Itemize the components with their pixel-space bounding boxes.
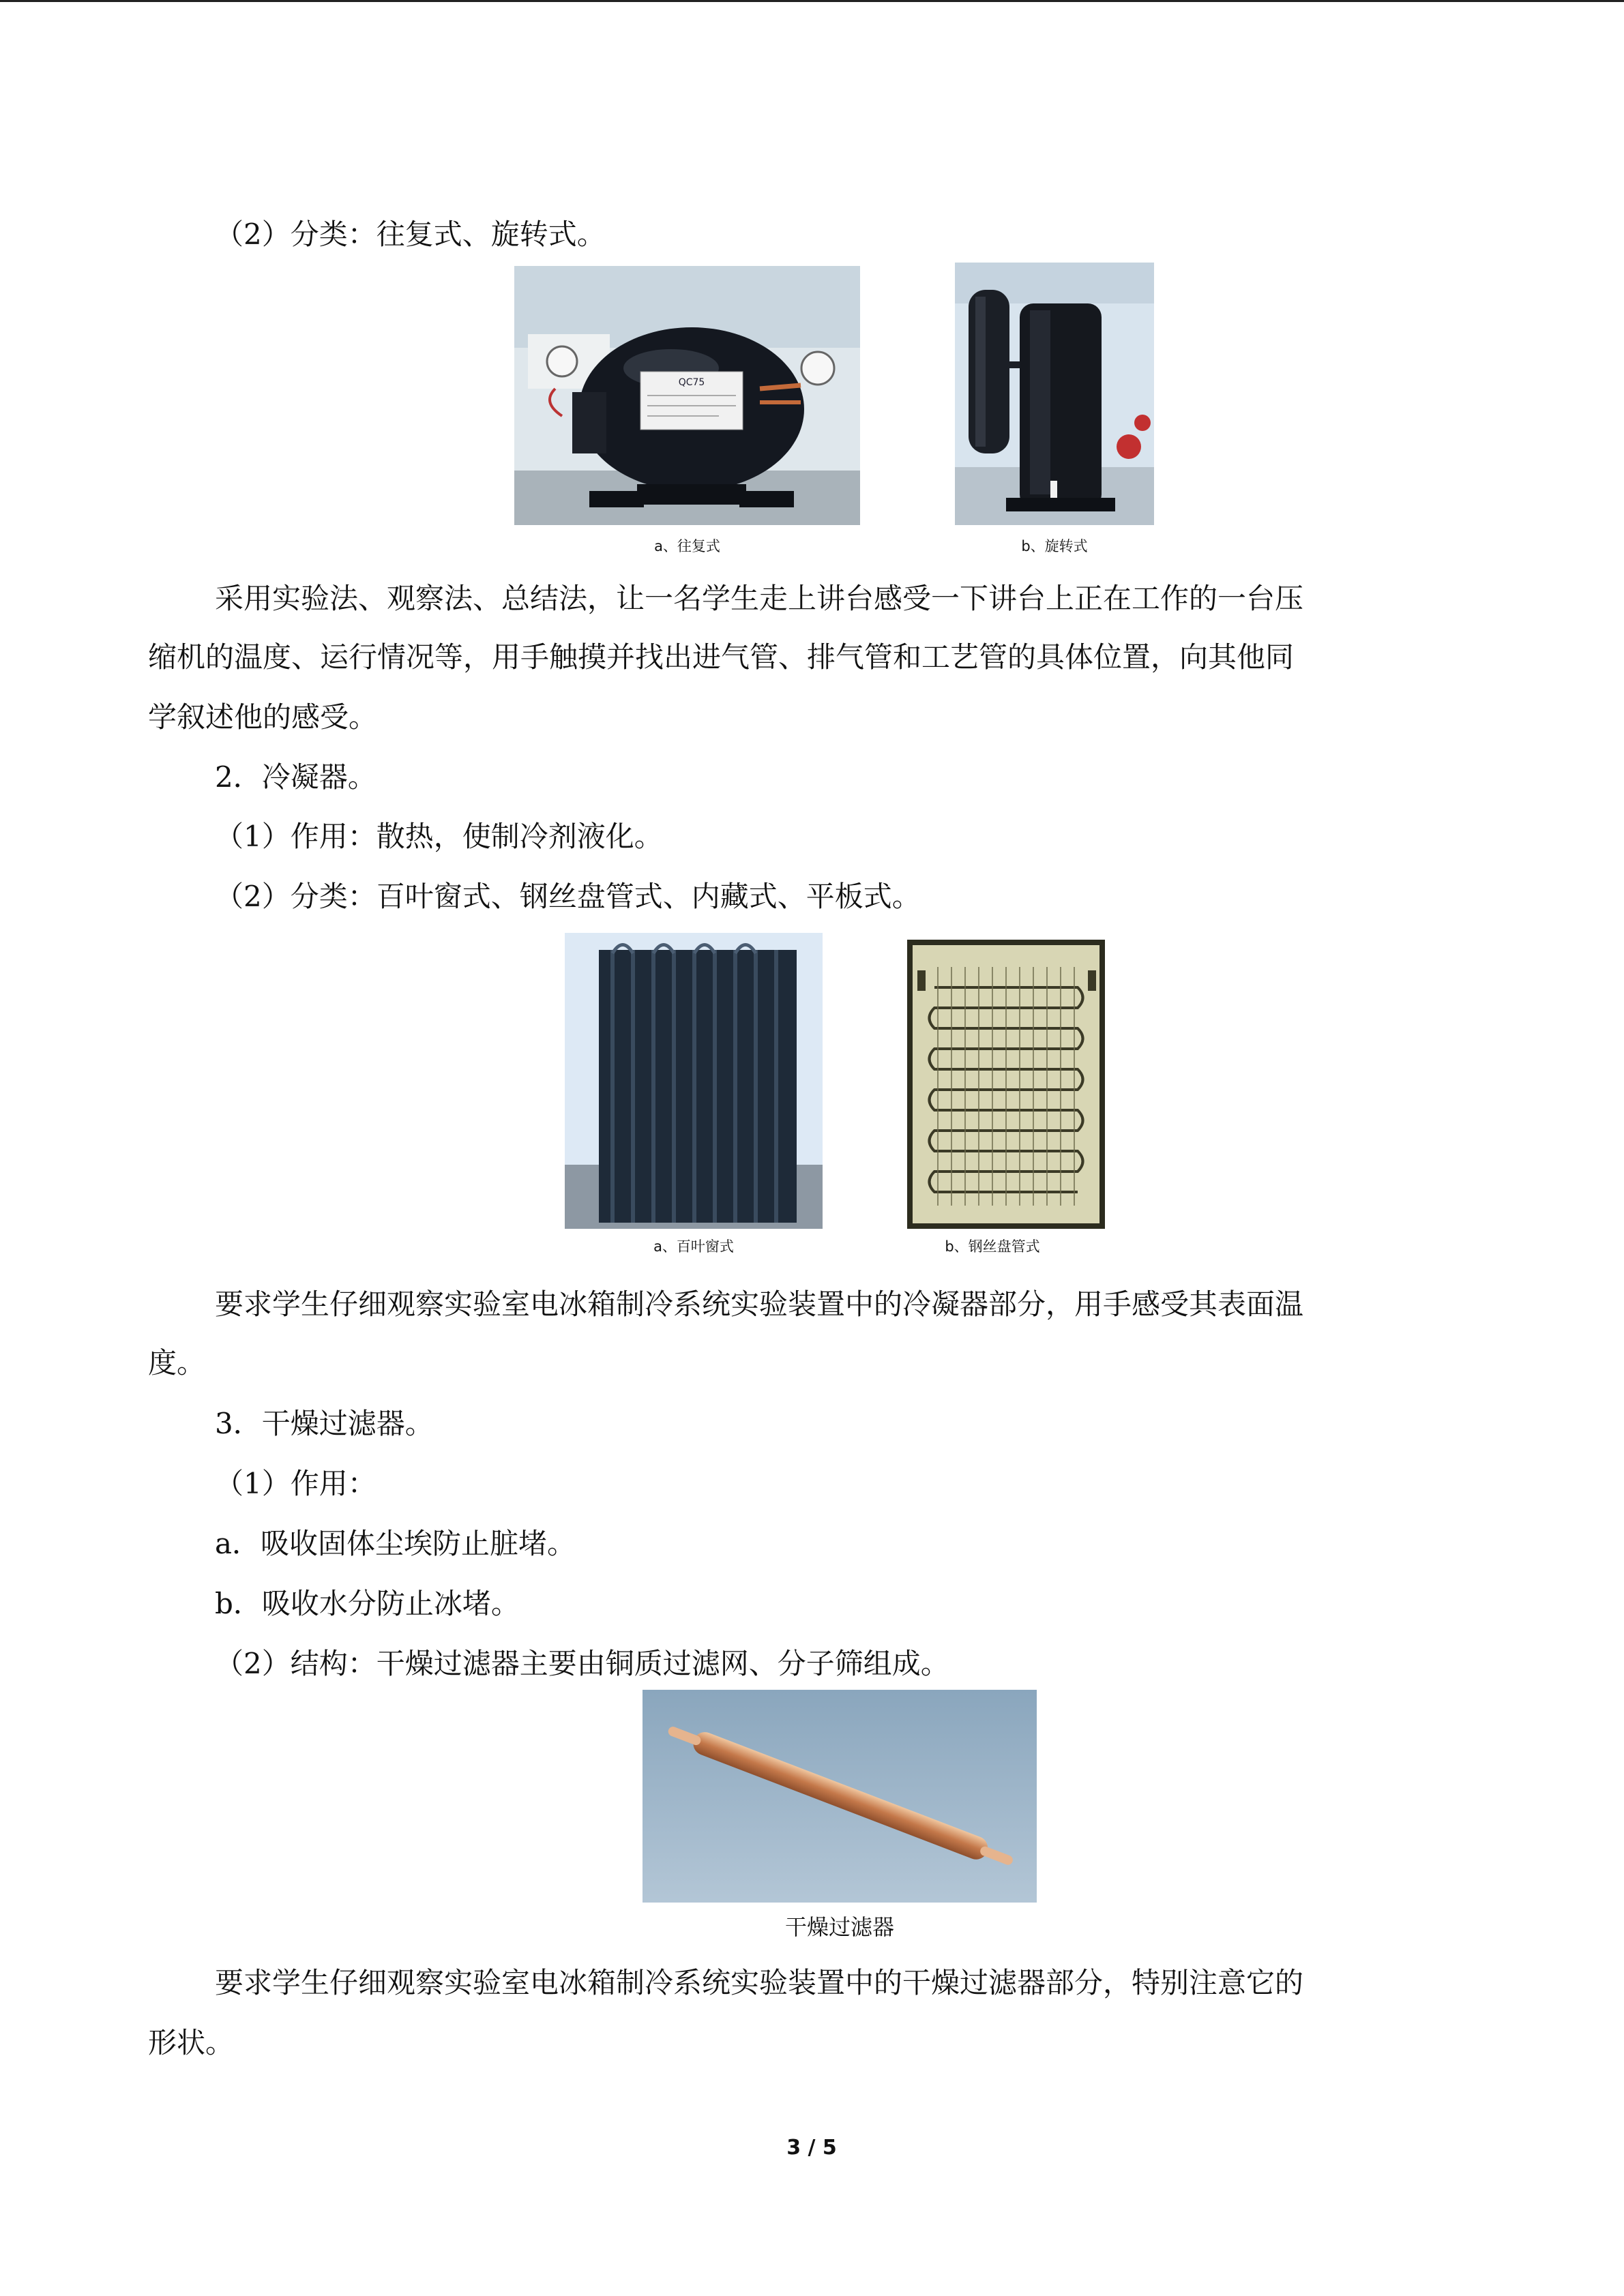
- filter-item-b: b．吸收水分防止冰堵。: [215, 1587, 520, 1620]
- caption-wire-tube: b、钢丝盘管式: [945, 1238, 1040, 1255]
- reciprocating-compressor-photo: [514, 266, 860, 525]
- condenser-classification: （2）分类：百叶窗式、钢丝盘管式、内藏式、平板式。: [215, 880, 921, 913]
- compressor-classification: （2）分类：往复式、旋转式。: [215, 218, 606, 251]
- filter-activity-line-2: 形状。: [148, 2026, 235, 2059]
- filter-function: （1）作用：: [215, 1467, 377, 1500]
- filter-activity-line-1: 要求学生仔细观察实验室电冰箱制冷系统实验装置中的干燥过滤器部分，特别注意它的: [215, 1966, 1304, 1999]
- condenser-function: （1）作用：散热，使制冷剂液化。: [215, 820, 663, 853]
- wire-tube-condenser-photo: [907, 940, 1105, 1229]
- caption-filter-drier: 干燥过滤器: [784, 1914, 894, 1940]
- nameplate-text: QC75: [678, 377, 705, 388]
- condenser-heading: 2．冷凝器。: [215, 760, 377, 794]
- filter-drier-photo: [643, 1690, 1037, 1903]
- rotary-compressor-photo: [955, 263, 1154, 525]
- filter-heading: 3．干燥过滤器。: [215, 1407, 434, 1440]
- caption-rotary: b、旋转式: [1021, 538, 1088, 554]
- caption-reciprocating: a、往复式: [654, 538, 720, 554]
- compressor-activity-line-3: 学叙述他的感受。: [148, 700, 378, 734]
- compressor-activity-line-1: 采用实验法、观察法、总结法，让一名学生走上讲台感受一下讲台上正在工作的一台压: [215, 582, 1304, 615]
- filter-structure: （2）结构：干燥过滤器主要由铜质过滤网、分子筛组成。: [215, 1647, 949, 1680]
- caption-louver: a、百叶窗式: [653, 1238, 734, 1255]
- page-number: 3 / 5: [786, 2136, 837, 2160]
- top-border: [0, 0, 1624, 2]
- condenser-activity-line-1: 要求学生仔细观察实验室电冰箱制冷系统实验装置中的冷凝器部分，用手感受其表面温: [215, 1287, 1304, 1321]
- filter-item-a: a．吸收固体尘埃防止脏堵。: [215, 1527, 576, 1560]
- compressor-activity-line-2: 缩机的温度、运行情况等，用手触摸并找出进气管、排气管和工艺管的具体位置，向其他同: [148, 640, 1295, 674]
- condenser-activity-line-2: 度。: [148, 1346, 206, 1380]
- louver-condenser-photo: [565, 933, 823, 1229]
